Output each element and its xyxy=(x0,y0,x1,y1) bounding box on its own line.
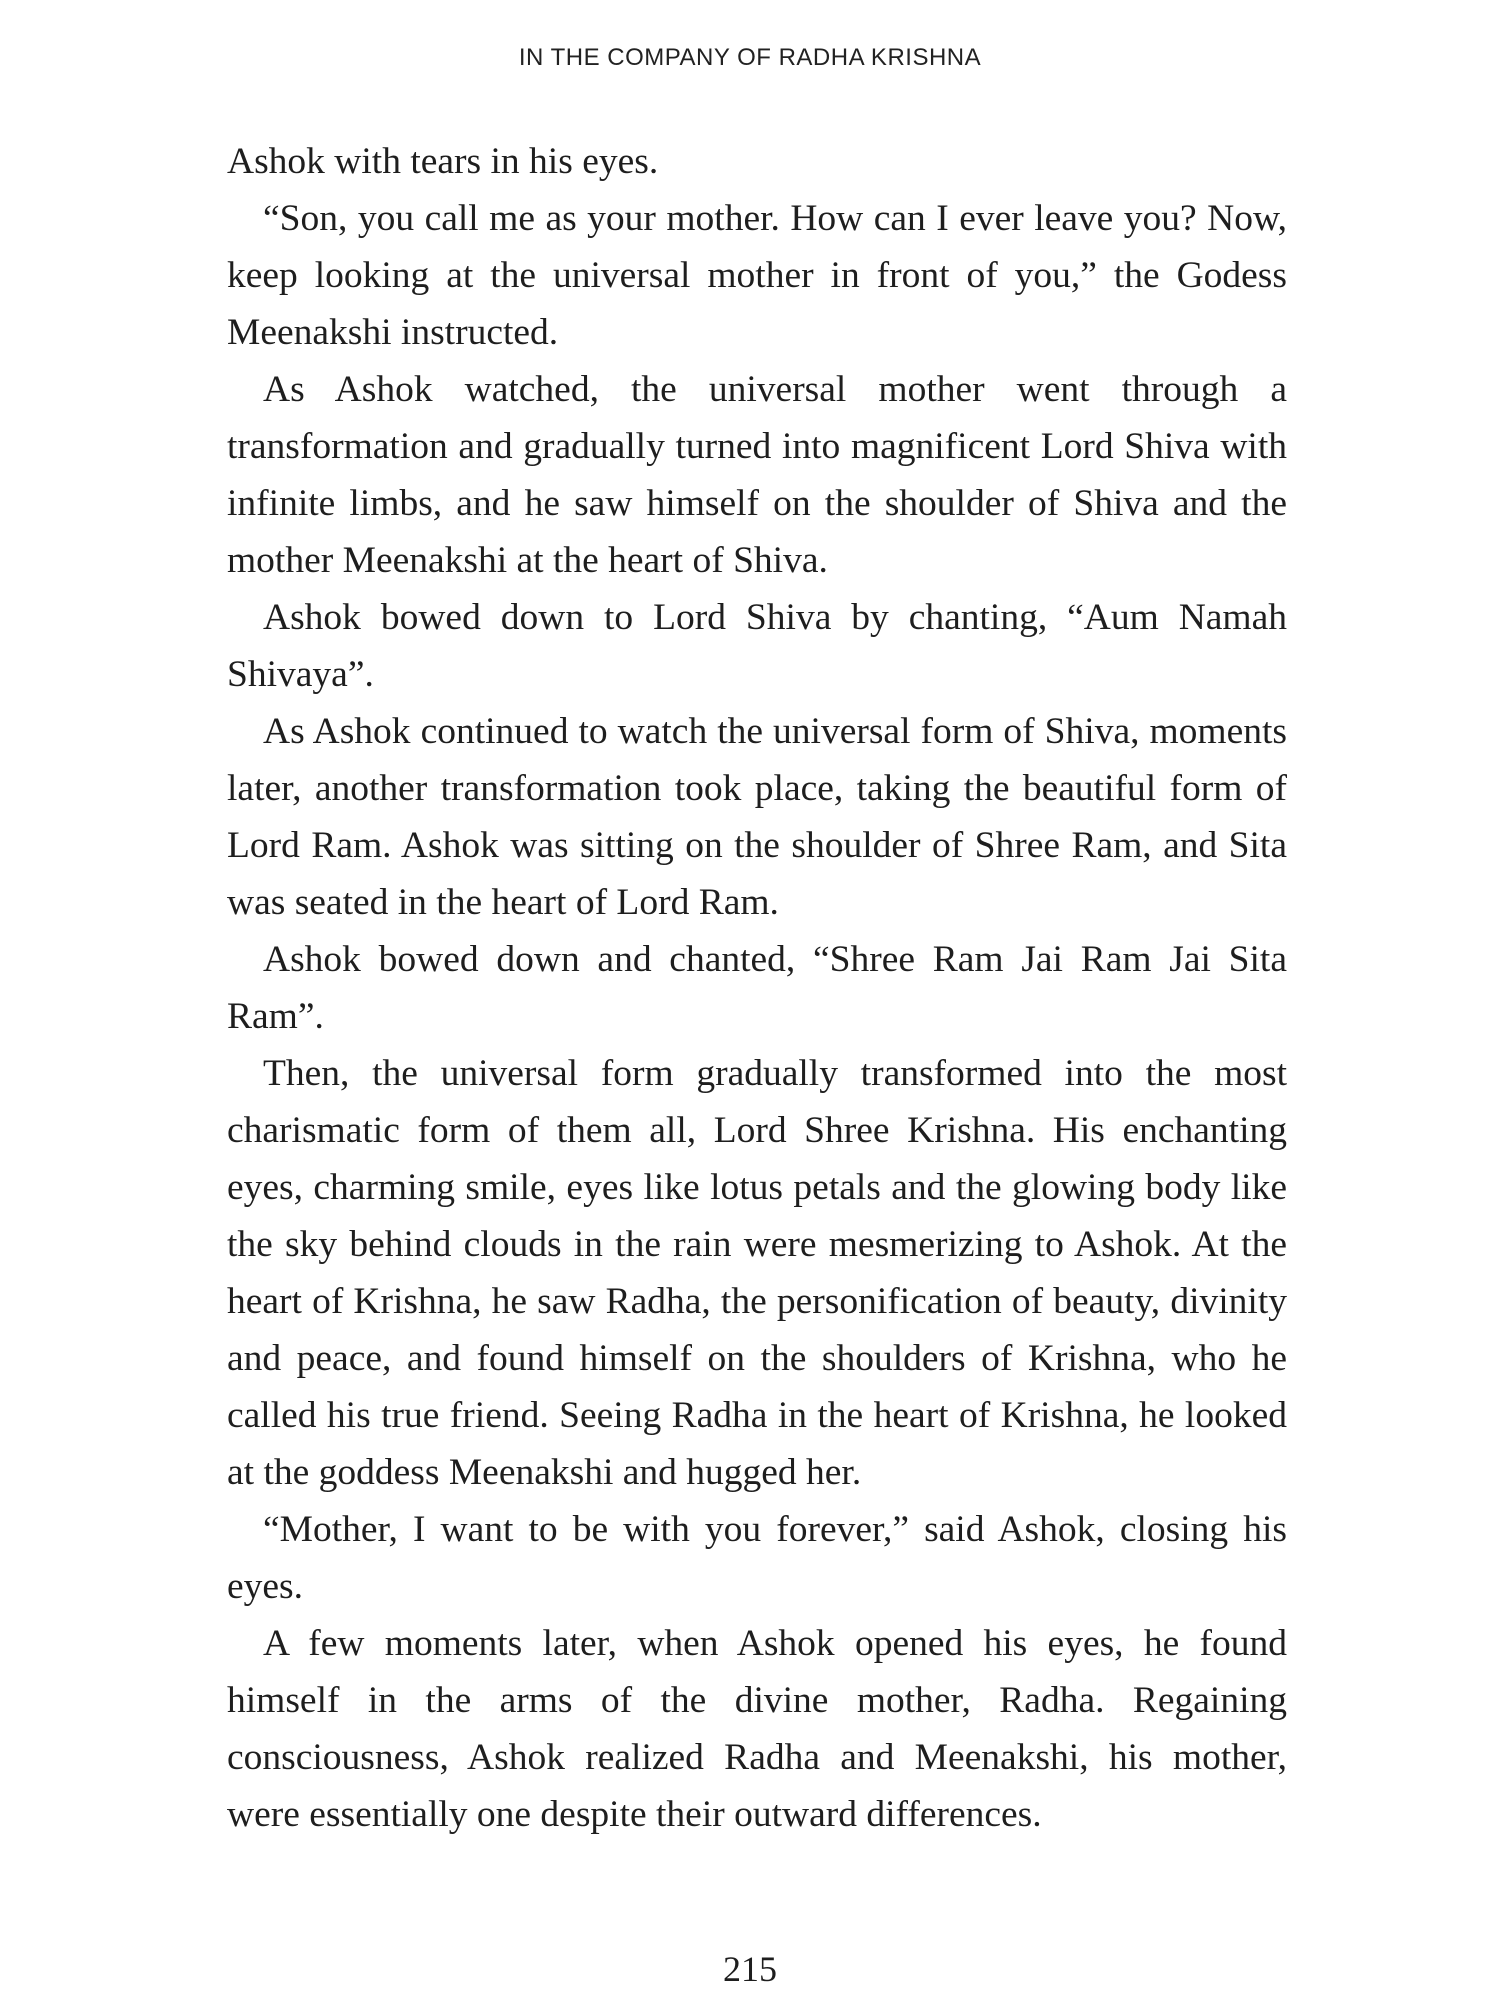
running-header: IN THE COMPANY OF RADHA KRISHNA xyxy=(518,44,982,71)
paragraph-1: Ashok with tears in his eyes. xyxy=(227,141,659,182)
paragraph-9: A few moments later, when Ashok opened his eyes, he found himself in the arms of the divine mother, Radha. Regaining consciousness, Ashok realized Radha and Meenakshi, his mother, were essentially one despite their outward differences. xyxy=(227,1623,1287,1835)
paragraph-3: As Ashok watched, the universal mother went through a transformation and gradually turned into magnificent Lord Shiva with infinite limbs, and he saw himself on the shoulder of Shiva and the mother Meenakshi at the heart of Shiva. xyxy=(227,369,1287,581)
paragraph-2: “Son, you call me as your mother. How can I ever leave you? Now, keep looking at the universal mother in front of you,” the Godess Meenakshi instructed. xyxy=(227,198,1287,353)
page-number: 215 xyxy=(723,1949,777,1989)
paragraph-5: As Ashok continued to watch the universal form of Shiva, moments later, another transformation took place, taking the beautiful form of Lord Ram. Ashok was sitting on the shoulder of Shree Ram, and Sita was seated in the heart of Lord Ram. xyxy=(227,711,1287,923)
page-body xyxy=(227,133,1287,1843)
paragraph-8: “Mother, I want to be with you forever,” said Ashok, closing his eyes. xyxy=(227,1509,1287,1607)
paragraph-4: Ashok bowed down to Lord Shiva by chanting, “Aum Namah Shivaya”. xyxy=(227,597,1287,695)
paragraph-7: Then, the universal form gradually transformed into the most charismatic form of them all, Lord Shree Krishna. His enchanting eyes, charming smile, eyes like lotus petals and the glowing body like the sky behind clouds in the rain were mesmerizing to Ashok. At the heart of Krishna, he saw Radha, the personification of beauty, divinity and peace, and found himself on the shoulders of Krishna, who he called his true friend. Seeing Radha in the heart of Krishna, he looked at the goddess Meenakshi and hugged her. xyxy=(227,1053,1287,1493)
paragraph-6: Ashok bowed down and chanted, “Shree Ram Jai Ram Jai Sita Ram”. xyxy=(227,939,1287,1037)
